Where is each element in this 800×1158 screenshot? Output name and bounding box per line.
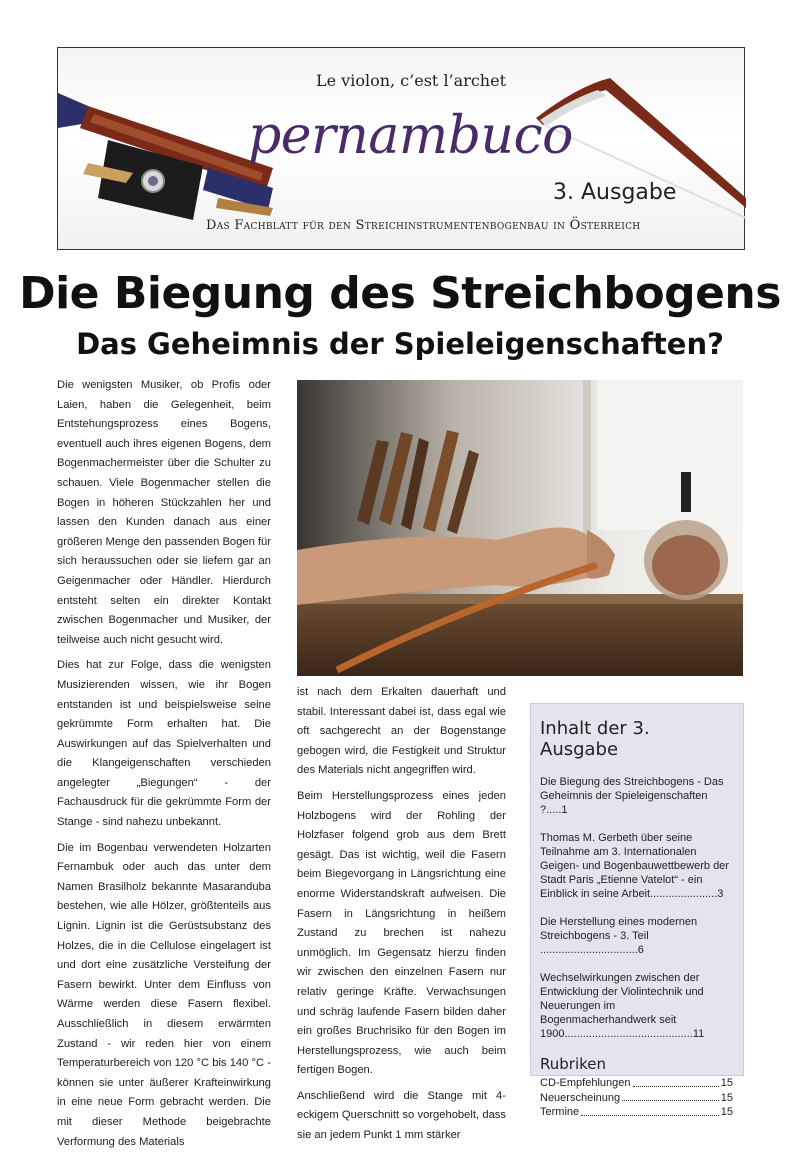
bow-frog-icon bbox=[58, 93, 273, 220]
rubrik-item[interactable] bbox=[540, 1076, 733, 1091]
paragraph: ist nach dem Erkalten dauerhaft und stabil. Interessant dabei ist, dass egal wie oft sachgerecht an der Bogenstange gebogen wird, die Festigkeit und Struktur des Materials nicht angegriffen wird. bbox=[297, 686, 506, 777]
rubrik-item[interactable] bbox=[540, 1105, 733, 1120]
table-of-contents bbox=[530, 703, 744, 1118]
paragraph: Die wenigsten Musiker, ob Profis oder Laien, haben die Gelegenheit, beim Entstehungsprozess eines Bogens, eventuell auch ihres eigenen Bogens, dem Bogenmachermeister über die Schulter zu schauen. Viele Bogenmacher stellen die Bogen in höheren Stückzahlen her und lassen den Kunden danach aus einer größeren Menge den passenden Bogen für sich heraussuchen oder sie liefern gar an Geigenmacher oder Händler. Hierdurch entsteht selten ein direkter Kontakt zwischen Bogenmacher und Musiker, der teilweise auch nicht gesucht wird. bbox=[57, 379, 271, 646]
masthead bbox=[57, 47, 745, 250]
article-photo bbox=[297, 380, 743, 676]
toc-entry[interactable]: Thomas M. Gerbeth über seine Teilnahme am 3. Internationalen Geigen- und Bogenbauwettbewerb der Stadt Paris „Etienne Vatelot“ - ein Einblick in seine Arbeit......................3 bbox=[540, 832, 729, 900]
rubrik-label: Neuerscheinung bbox=[540, 1091, 621, 1104]
leader-dots bbox=[581, 1105, 719, 1116]
toc-entry[interactable]: Die Biegung des Streichbogens - Das Geheimnis der Spieleigenschaften ?.....1 bbox=[540, 776, 724, 816]
publication-subtitle: Das Fachblatt für den Streichinstrumentenbogenbau in Österreich bbox=[206, 218, 641, 233]
rubriken-title: Rubriken bbox=[540, 1055, 606, 1073]
paragraph: Die im Bogenbau verwendeten Holzarten Fernambuk oder auch das unter dem Namen Brasilholz bekannte Masaranduba bestehen, wie alle Hölzer, größtenteils aus Lignin. Lignin ist die Gerüstsubstanz des Holzes, die in die Cellulose eingelagert ist und dort eine zusätzliche Versteifung der Fasern bewirkt. Unter dem Einfluss von Wärme werden diese Fasern flexibel. Ausschließlich in diesem erwärmten Zustand - wir reden hier von einem Temperaturbereich von 120 °C bis 140 °C - können sie unter äußerer Krafteinwirkung in eine neue Form gebracht werden. Die mit dieser Methode beigebrachte Verformung des Materials bbox=[57, 841, 271, 1148]
article-subheadline: Das Geheimnis der Spieleigenschaften? bbox=[76, 327, 724, 361]
rubrik-page: 15 bbox=[720, 1091, 733, 1104]
paragraph: Beim Herstellungsprozess eines jeden Holzbogens wird der Rohling der Holzfaser folgend grob aus dem Brett gesägt. Das ist wichtig, weil die Fasern beim Biegevorgang in Längsrichtung eine enorme Widerstandskraft aufweisen. Die Fasern in Längsrichtung in heißem Zustand zu brechen ist nahezu unmöglich. Im Gegensatz hierzu finden wir zwischen den einzelnen Fasern nur relativ geringe Kräfte. Verwachsungen und schräg laufende Fasern bilden daher ein großes Bruchrisiko für den Bogen im Herstellungsprozess, wie auch beim fertigen Bogen. bbox=[297, 789, 506, 1077]
toc-entry[interactable]: Die Herstellung eines modernen Streichbogens - 3. Teil ................................6 bbox=[540, 916, 698, 956]
paragraph: Anschließend wird die Stange mit 4-eckigem Querschnitt so vorgehobelt, dass sie an jedem Punkt 1 mm stärker bbox=[297, 1089, 506, 1142]
article-column-2 bbox=[297, 683, 506, 1152]
rubrik-item[interactable] bbox=[540, 1091, 733, 1106]
toc-title: Inhalt der 3. Ausgabe bbox=[540, 718, 650, 760]
bow-bending-photo-icon bbox=[297, 380, 743, 676]
edition-label: 3. Ausgabe bbox=[553, 180, 677, 205]
leader-dots bbox=[622, 1091, 719, 1102]
brand-title: pernambuco bbox=[248, 106, 573, 166]
leader-dots bbox=[633, 1076, 719, 1087]
tagline: Le violon, c’est l’archet bbox=[316, 71, 506, 90]
rubrik-label: Termine bbox=[540, 1106, 580, 1118]
rubrik-page: 15 bbox=[720, 1077, 733, 1089]
rubrik-label: CD-Empfehlungen bbox=[540, 1077, 631, 1089]
toc-entry[interactable]: Wechselwirkungen zwischen der Entwicklung der Violintechnik und Neuerungen im Bogenmacherhandwerk seit 1900..........................................11 bbox=[540, 972, 705, 1040]
rubrik-page: 15 bbox=[720, 1106, 733, 1118]
article-column-1 bbox=[57, 376, 271, 1158]
article-headline: Die Biegung des Streichbogens bbox=[19, 268, 781, 319]
paragraph: Dies hat zur Folge, dass die wenigsten Musizierenden wissen, wie ihr Bogen entstanden ist und beispielsweise seine gekrümmte Form erhalten hat. Die Auswirkungen auf das Spielverhalten und die Klangeigenschaften verschieden angelegter „Biegungen“ - der Fachausdruck für die gekrümmte Form der Stange - sind nahezu unbekannt. bbox=[57, 659, 271, 829]
